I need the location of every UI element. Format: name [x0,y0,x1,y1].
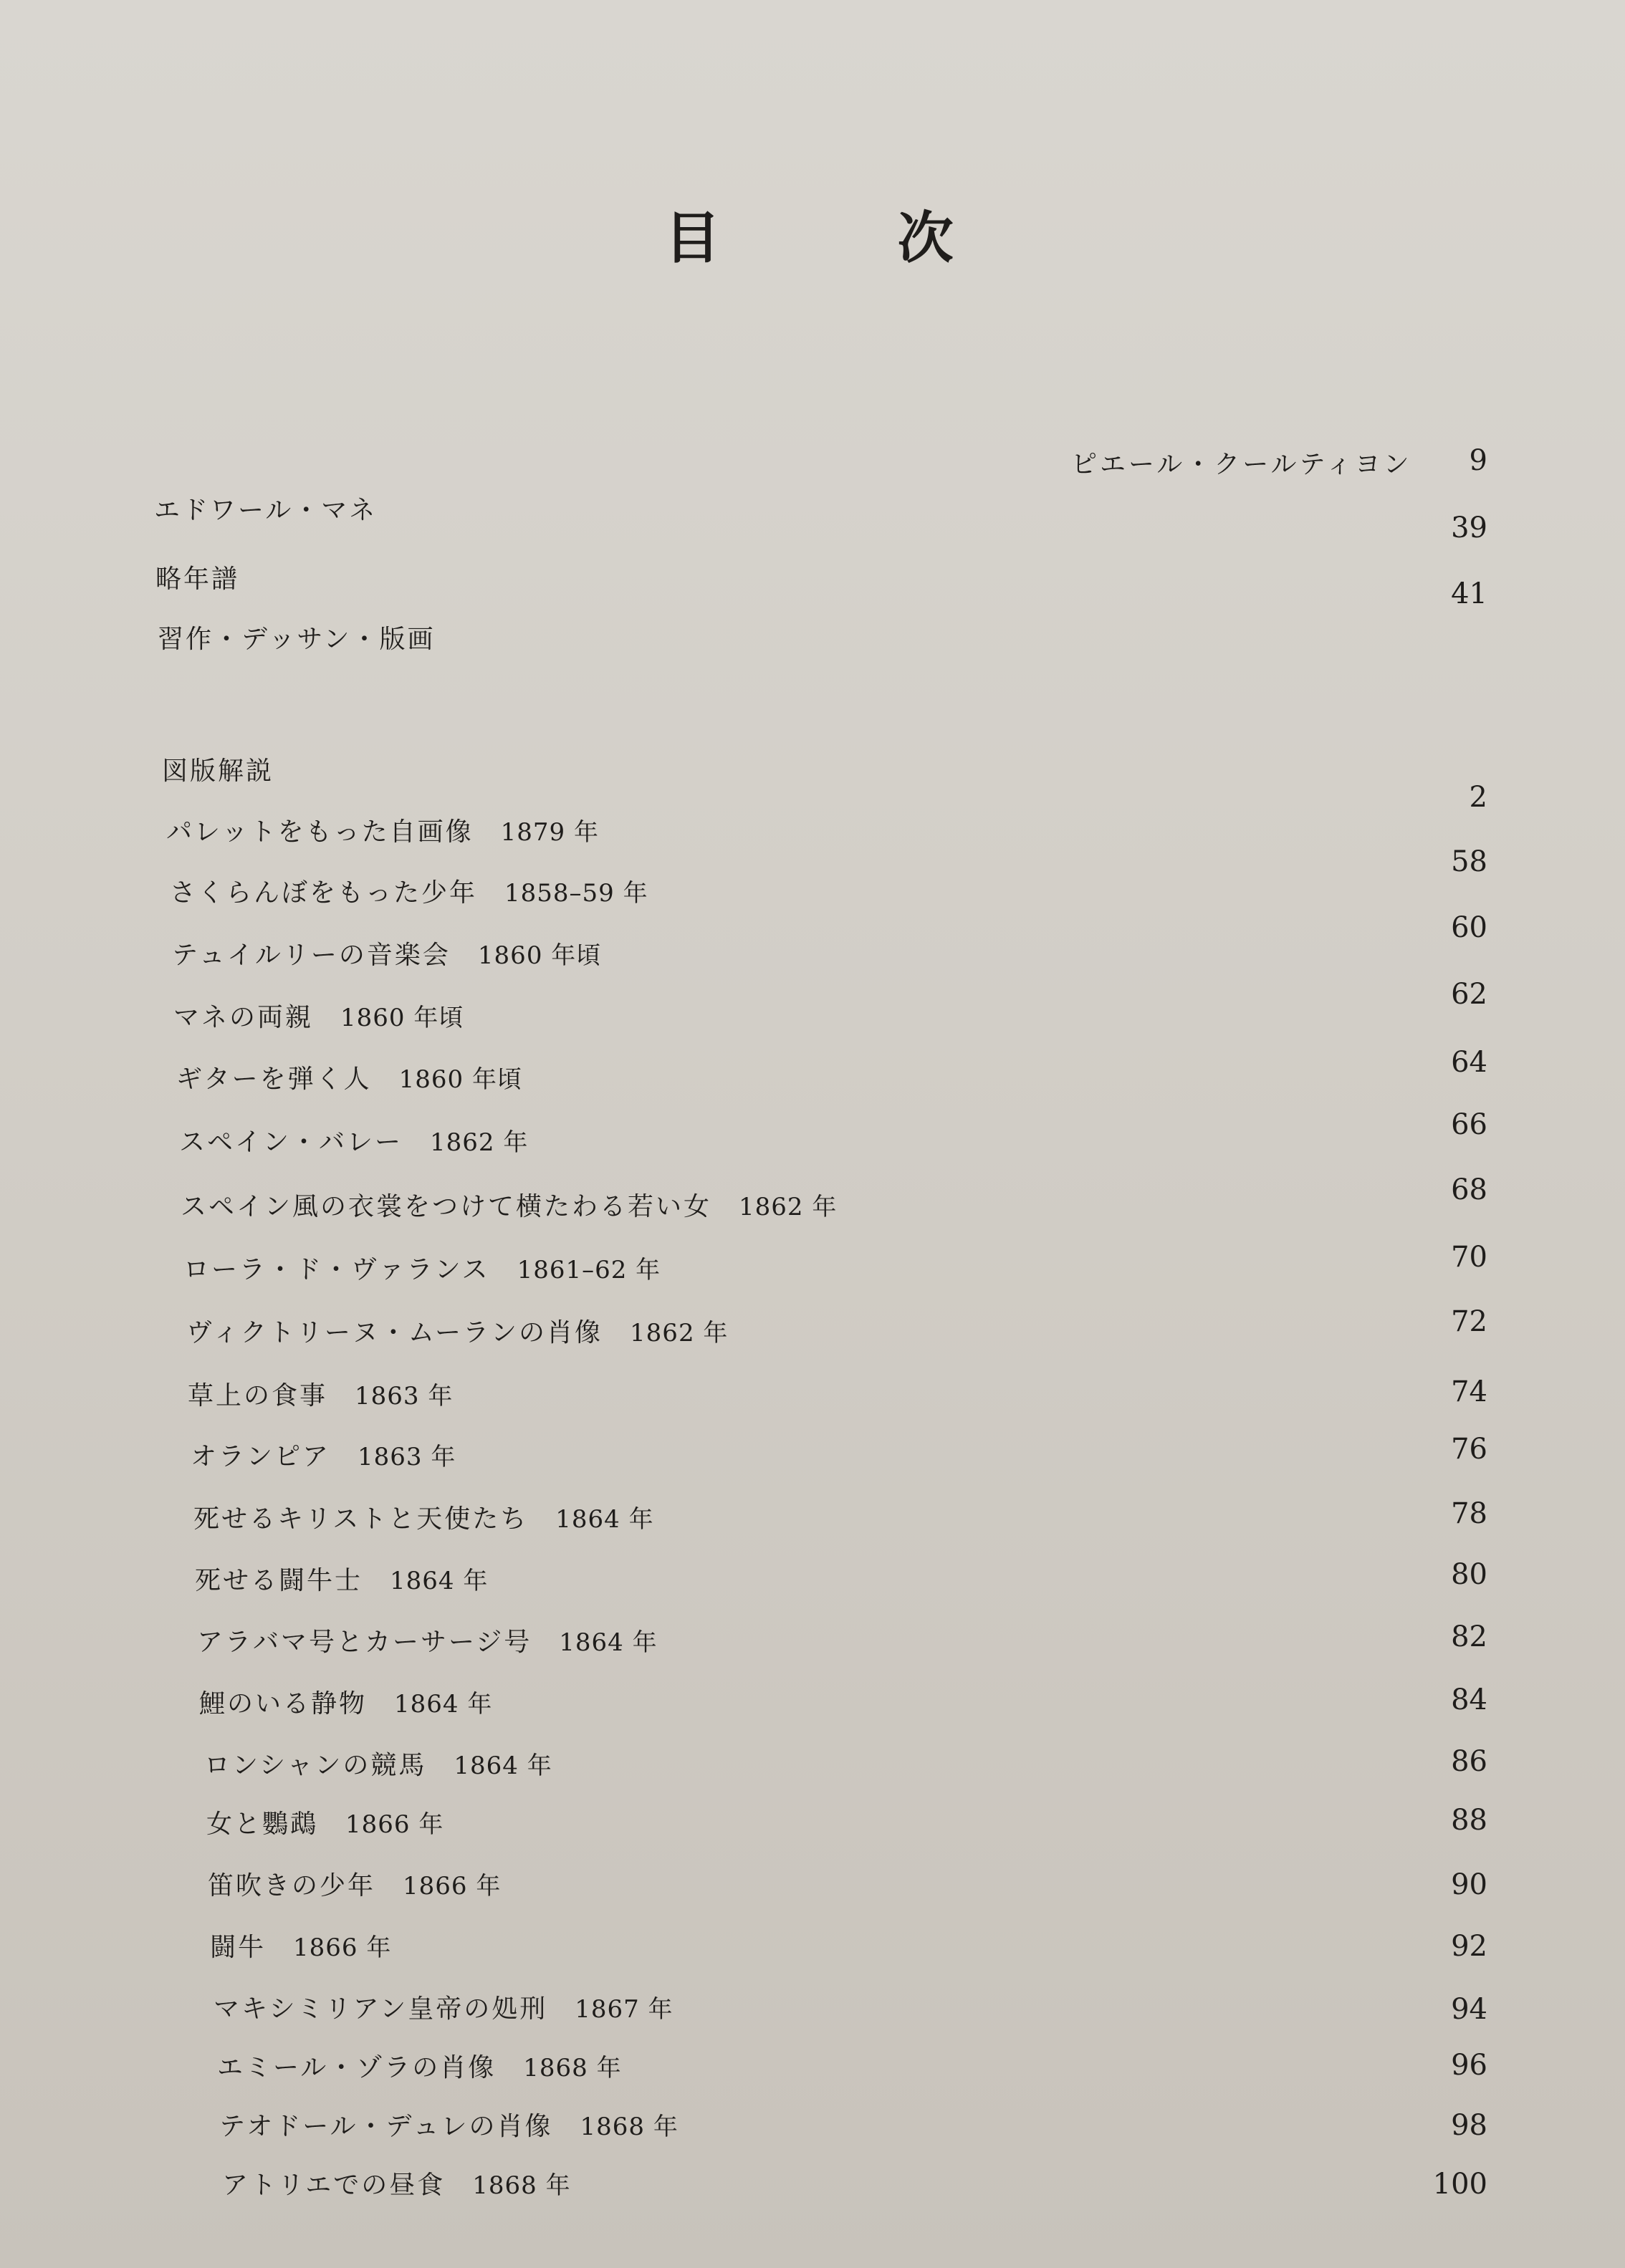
plate-title: 女と鸚鵡 [206,1810,319,1839]
plate-entry [179,1122,528,1158]
page-number: 60 [1451,911,1487,944]
plate-entry [219,2106,679,2143]
plate-year: 1864 年 [555,1505,654,1534]
page-number: 78 [1451,1497,1487,1530]
plate-title: ヴィクトリーヌ・ムーランの肖像 [186,1318,603,1347]
plate-title: さくらんぼをもった少年 [170,878,478,908]
plate-title: 鯉のいる静物 [199,1689,368,1719]
studies-label: 習作・デッサン・版画 [158,625,436,654]
plate-title: 死せる闘牛士 [195,1566,363,1595]
plate-year: 1866 年 [403,1872,502,1901]
page-number: 80 [1451,1558,1487,1591]
page-number: 9 [1469,444,1487,477]
plate-year: 1868 年 [580,2113,679,2141]
page-number: 92 [1451,1930,1487,1963]
page-number: 74 [1451,1375,1487,1408]
plate-year: 1864 年 [390,1567,489,1595]
plate-year: 1862 年 [630,1319,729,1347]
plate-year: 1868 年 [523,2054,622,2082]
essay-title: エドワール・マネ [154,496,378,525]
page-number: 86 [1451,1745,1487,1778]
page-number: 66 [1451,1108,1487,1141]
plate-title: パレットをもった自画像 [166,817,474,847]
plate-entry [181,1186,837,1223]
plate-title: ロンシャンの競馬 [204,1751,427,1780]
page-number: 98 [1451,2109,1487,2142]
page-number: 94 [1451,1993,1487,2026]
plate-entry [188,1375,453,1412]
essay-author: ピエール・クールティヨン [1071,450,1412,479]
page-number: 41 [1451,577,1487,610]
plate-year: 1863 年 [358,1443,456,1471]
page-number: 68 [1451,1173,1487,1206]
plate-entry [214,1989,674,2025]
page-number: 100 [1432,2168,1487,2201]
page-number: 64 [1451,1046,1487,1079]
plate-entry [176,1059,522,1095]
plate-entry [193,1499,654,1535]
page-number: 96 [1451,2049,1487,2082]
plate-entry [186,1312,728,1349]
page-number: 72 [1451,1305,1487,1338]
page-number: 82 [1451,1620,1487,1653]
page-number: 2 [1469,781,1487,814]
plate-year: 1860 年頃 [340,1004,464,1032]
page-number: 62 [1451,978,1487,1011]
plate-entry [206,1804,444,1840]
page-number: 39 [1451,511,1487,544]
plate-title: マキシミリアン皇帝の処刑 [214,1994,548,2024]
page-number: 76 [1451,1433,1487,1466]
plate-title: ギターを弾く人 [176,1065,372,1094]
plate-entry [166,812,599,848]
plate-year: 1862 年 [739,1193,838,1221]
plate-entry [170,873,648,909]
page-number: 88 [1451,1804,1487,1837]
page-title: 目 次 [664,206,1032,271]
plate-year: 1866 年 [345,1810,444,1839]
plate-entry [173,997,464,1034]
chronology-label: 略年譜 [155,564,240,594]
plate-title: ローラ・ド・ヴァランス [183,1255,490,1284]
plate-year: 1862 年 [430,1128,529,1157]
plate-title: スペイン風の衣裳をつけて横たわる若い女 [181,1192,712,1221]
plate-entry [204,1745,552,1782]
plate-year: 1864 年 [559,1628,658,1657]
plate-year: 1879 年 [500,818,599,847]
plate-title: 草上の食事 [188,1381,328,1411]
plate-entry [183,1249,661,1286]
plate-entry [210,1927,391,1964]
plate-title: 死せるキリストと天使たち [193,1504,529,1534]
plate-entry [197,1622,658,1658]
plate-entry [172,935,601,971]
plate-title: テュイルリーの音楽会 [172,941,451,970]
plate-title: エミール・ゾラの肖像 [217,2053,497,2082]
plates-heading: 図版解説 [162,756,274,786]
plate-title: マネの両親 [173,1003,314,1032]
plate-entry [208,1865,501,1902]
plate-year: 1864 年 [394,1690,493,1719]
plate-entry [195,1560,488,1597]
plate-title: 闘牛 [210,1933,267,1962]
plate-title: アラバマ号とカーサージ号 [197,1628,532,1657]
plate-year: 1860 年頃 [477,941,602,970]
plate-year: 1863 年 [355,1382,454,1411]
plate-year: 1860 年頃 [398,1065,522,1094]
plate-year: 1861–62 年 [517,1256,661,1284]
plate-title: テオドール・デュレの肖像 [219,2112,553,2141]
plate-title: オランピア [191,1442,331,1471]
plate-year: 1864 年 [454,1752,552,1780]
plate-entry [222,2165,571,2201]
plate-year: 1868 年 [472,2171,571,2200]
plate-year: 1858–59 年 [504,879,648,908]
plate-entry [191,1436,456,1473]
plate-entry [199,1683,492,1720]
plate-year: 1866 年 [293,1933,392,1962]
plate-year: 1867 年 [575,1995,674,2024]
page-number: 84 [1451,1683,1487,1716]
page-number: 58 [1451,845,1487,878]
page-number: 70 [1451,1241,1487,1274]
plate-title: 笛吹きの少年 [208,1871,376,1901]
plate-title: アトリエでの昼食 [222,2171,446,2200]
plate-entry [217,2047,622,2084]
plate-title: スペイン・バレー [179,1128,403,1157]
page-number: 90 [1451,1868,1487,1901]
